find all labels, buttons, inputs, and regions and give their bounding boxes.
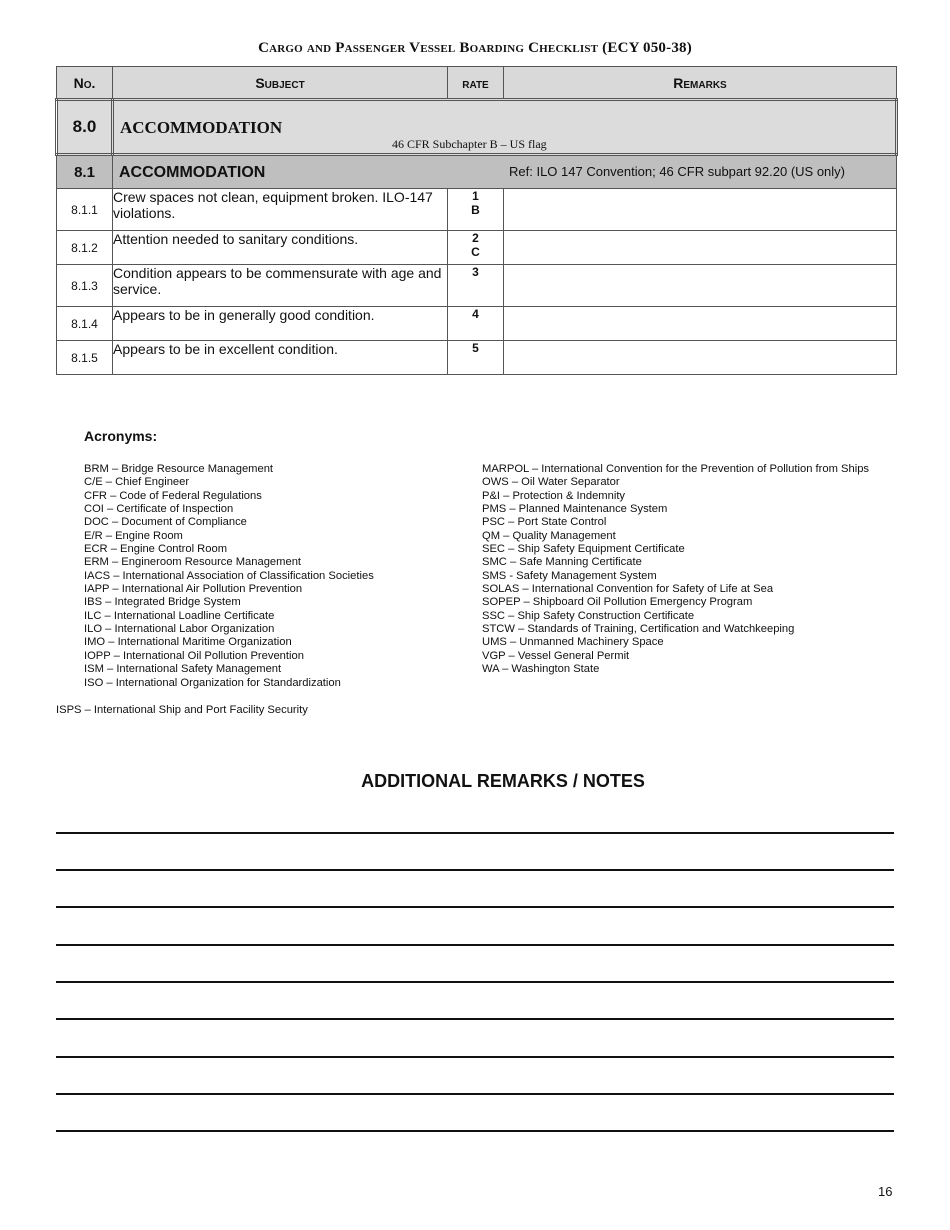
acronym-item: IBS – Integrated Bridge System: [84, 596, 241, 609]
notes-line[interactable]: [56, 832, 894, 834]
acronym-item: SMS - Safety Management System: [482, 569, 657, 582]
row-rate: [448, 307, 504, 341]
notes-line[interactable]: [56, 1093, 894, 1095]
acronym-item: BRM – Bridge Resource Management: [84, 463, 274, 475]
acronym-item: IAPP – International Air Pollution Prevention: [84, 583, 303, 596]
acronym-item: OWS – Oil Water Separator: [482, 476, 620, 489]
acronyms-right-column: [482, 463, 869, 677]
acronym-item: ERM – Engineroom Resource Management: [84, 556, 302, 569]
table-row: [57, 341, 897, 375]
notes-line[interactable]: [56, 981, 894, 983]
row-rate: [448, 231, 504, 265]
row-subject: Attention needed to sanitary conditions.: [113, 231, 448, 265]
acronym-item: COI – Certificate of Inspection: [84, 503, 234, 516]
header-rate: rate: [448, 67, 504, 100]
acronym-item: MARPOL – International Convention for the Prevention of Pollution from Ships: [482, 463, 870, 475]
row-remarks[interactable]: [504, 265, 897, 307]
acronym-item: SEC – Ship Safety Equipment Certificate: [482, 543, 685, 556]
subsection-cell: [113, 155, 897, 189]
subsection-title: ACCOMMODATION: [119, 164, 266, 181]
acronym-item: ILC – International Loadline Certificate: [84, 609, 275, 622]
subsection-reference: Ref: ILO 147 Convention; 46 CFR subpart 92.20 (US only): [509, 164, 846, 179]
table-row: [57, 231, 897, 265]
acronym-item: STCW – Standards of Training, Certification and Watchkeeping: [482, 623, 795, 636]
section-title: ACCOMMODATION: [120, 118, 283, 137]
notes-line[interactable]: [56, 1056, 894, 1058]
row-remarks[interactable]: [504, 307, 897, 341]
acronym-item: P&I – Protection & Indemnity: [482, 489, 626, 502]
header-remarks: Remarks: [504, 67, 897, 100]
acronym-item: IACS – International Association of Classification Societies: [84, 569, 374, 582]
acronym-item: WA – Washington State: [482, 663, 600, 676]
acronym-item: SMC – Safe Manning Certificate: [482, 556, 642, 569]
section-subtitle: 46 CFR Subchapter B – US flag: [392, 137, 547, 151]
acronym-item: DOC – Document of Compliance: [84, 516, 247, 529]
header-no: No.: [57, 67, 113, 100]
notes-line[interactable]: [56, 906, 894, 908]
header-subject: Subject: [113, 67, 448, 100]
row-number: 8.1.5: [57, 341, 113, 375]
checklist-table: [55, 66, 898, 375]
row-remarks[interactable]: [504, 341, 897, 375]
row-subject: Appears to be in generally good condition.: [113, 307, 448, 341]
acronyms-left-column: [84, 463, 374, 690]
notes-line[interactable]: [56, 944, 894, 946]
acronym-item: ECR – Engine Control Room: [84, 543, 228, 556]
acronym-item: UMS – Unmanned Machinery Space: [482, 636, 664, 649]
table-row: [57, 307, 897, 341]
page-number: 16: [878, 1184, 893, 1199]
row-number: 8.1.4: [57, 307, 113, 341]
table-header-row: [57, 67, 897, 100]
acronym-item: IMO – International Maritime Organization: [84, 636, 292, 649]
notes-line[interactable]: [56, 1018, 894, 1020]
row-number: 8.1.1: [57, 189, 113, 231]
section-row: [57, 100, 897, 155]
acronym-item-isps: ISPS – International Ship and Port Facility Security: [56, 704, 308, 716]
table-row: [57, 189, 897, 231]
acronym-item: SSC – Ship Safety Construction Certificate: [482, 609, 695, 622]
table-row: [57, 265, 897, 307]
row-rate: [448, 341, 504, 375]
document-title: Cargo and Passenger Vessel Boarding Checklist (ECY 050-38): [258, 40, 692, 56]
section-cell: [113, 100, 897, 155]
rate-code: B: [471, 203, 480, 217]
notes-line[interactable]: [56, 1130, 894, 1132]
acronym-item: ILO – International Labor Organization: [84, 623, 275, 636]
acronym-item: SOLAS – International Convention for Safety of Life at Sea: [482, 583, 774, 596]
notes-line[interactable]: [56, 869, 894, 871]
row-subject: Crew spaces not clean, equipment broken. ILO-147 violations.: [113, 189, 448, 231]
acronym-item: PSC – Port State Control: [482, 516, 607, 529]
section-number: 8.0: [57, 100, 113, 155]
acronym-item: E/R – Engine Room: [84, 529, 183, 542]
row-rate: [448, 265, 504, 307]
subsection-number: 8.1: [57, 155, 113, 189]
row-remarks[interactable]: [504, 231, 897, 265]
row-subject: Condition appears to be commensurate with age and service.: [113, 265, 448, 307]
acronym-item: CFR – Code of Federal Regulations: [84, 489, 262, 502]
rate-value: 5: [472, 341, 479, 355]
notes-heading: ADDITIONAL REMARKS / NOTES: [361, 771, 645, 791]
acronym-item: VGP – Vessel General Permit: [482, 649, 630, 662]
subsection-row: [57, 155, 897, 189]
row-number: 8.1.2: [57, 231, 113, 265]
acronym-item: IOPP – International Oil Pollution Prevention: [84, 649, 304, 662]
row-remarks[interactable]: [504, 189, 897, 231]
rate-value: 2: [472, 231, 479, 245]
acronym-item: PMS – Planned Maintenance System: [482, 503, 668, 516]
rate-code: C: [471, 245, 480, 259]
rate-value: 4: [472, 307, 479, 321]
rate-value: 3: [472, 265, 479, 279]
row-subject: Appears to be in excellent condition.: [113, 341, 448, 375]
row-rate: [448, 189, 504, 231]
acronym-item: C/E – Chief Engineer: [84, 476, 190, 489]
acronym-item: ISO – International Organization for Standardization: [84, 676, 341, 689]
acronym-item: ISM – International Safety Management: [84, 663, 282, 676]
acronym-item: QM – Quality Management: [482, 529, 616, 542]
acronyms-heading: Acronyms:: [84, 428, 158, 444]
acronym-item: SOPEP – Shipboard Oil Pollution Emergency Program: [482, 596, 753, 609]
row-number: 8.1.3: [57, 265, 113, 307]
rate-value: 1: [472, 189, 479, 203]
